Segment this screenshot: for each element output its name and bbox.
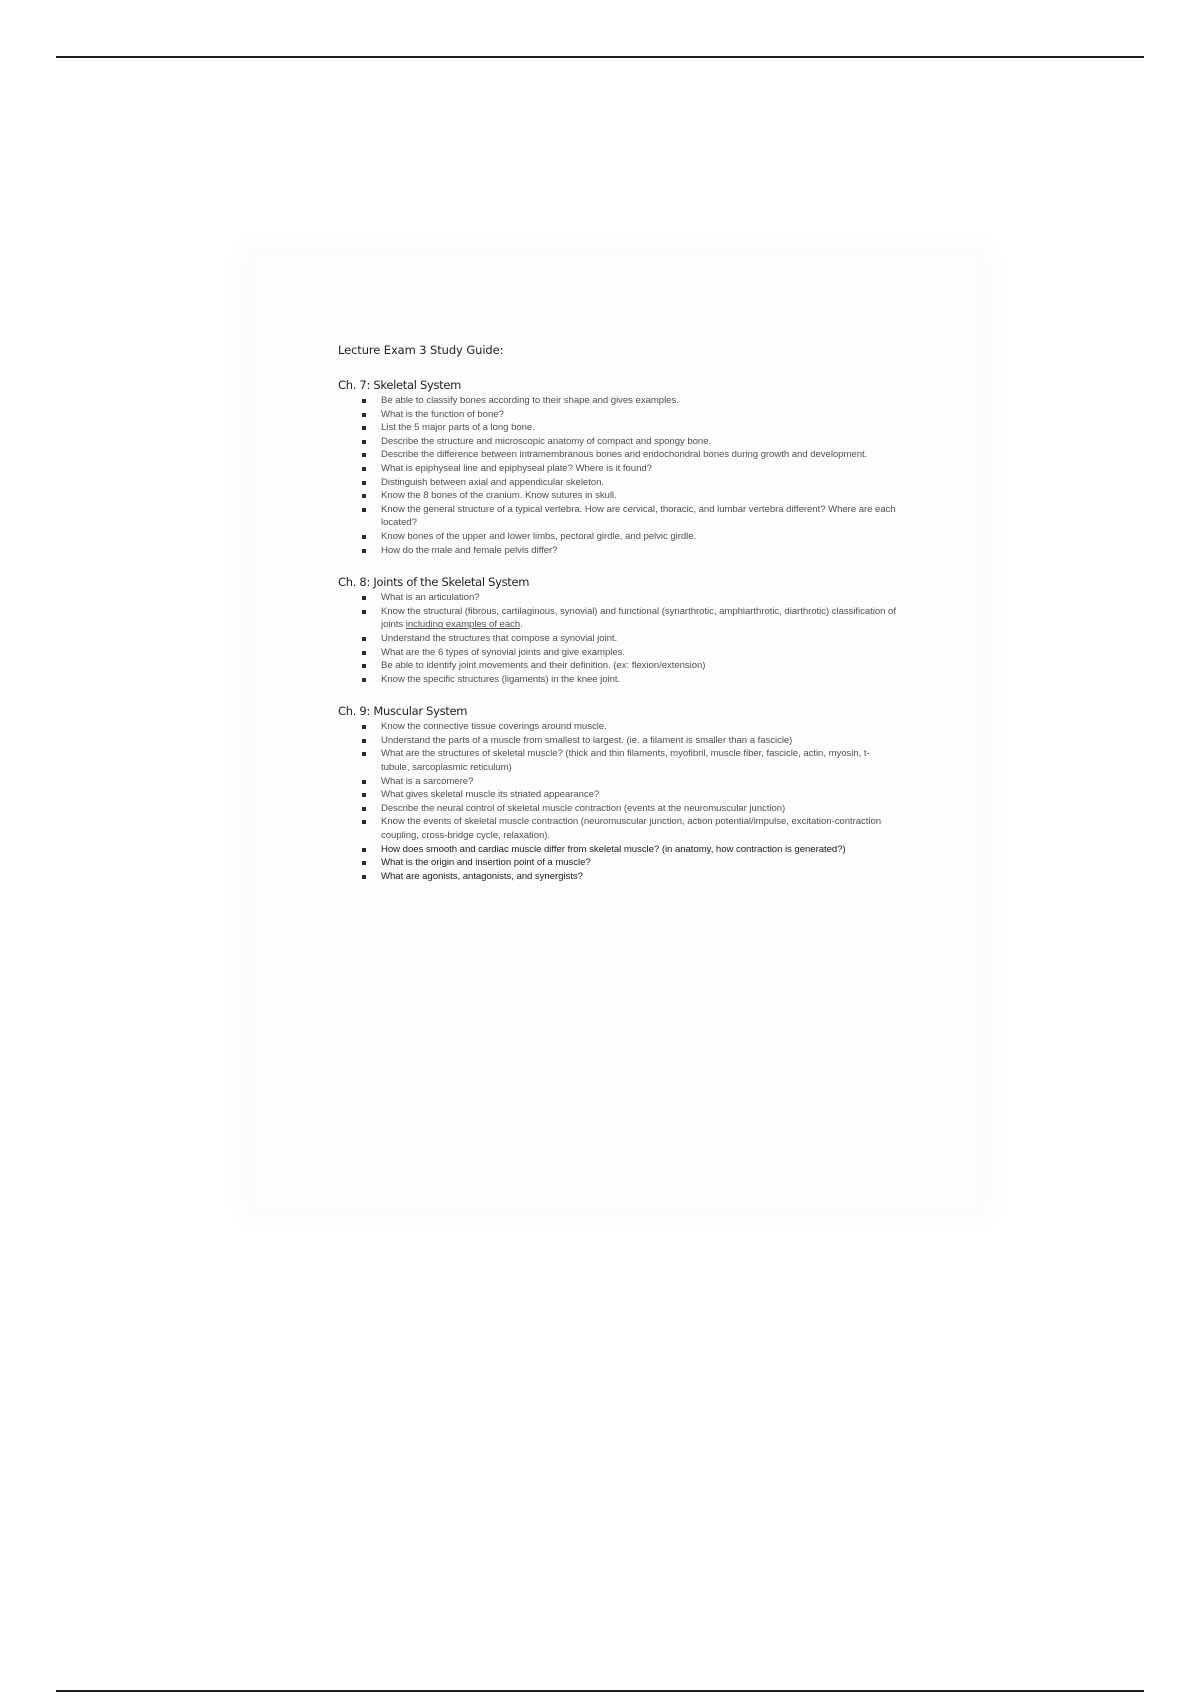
bullet-icon xyxy=(362,752,366,756)
bullet-list xyxy=(338,394,898,557)
section-heading: Ch. 8: Joints of the Skeletal System xyxy=(338,575,530,590)
list-item: Know the connective tissue coverings around muscle. xyxy=(381,720,898,734)
list-item: What are the structures of skeletal muscle? (thick and thin filaments, myofibril, muscle fiber, fascicle, actin, myosin, t-tubule, sarcoplasmic reticulum) xyxy=(381,747,898,774)
section-skeletal-system xyxy=(338,377,898,557)
list-item: Understand the parts of a muscle from smallest to largest. (ie. a filament is smaller than a fascicle) xyxy=(381,734,898,748)
list-item: How do the male and female pelvis differ? xyxy=(381,544,898,558)
list-item: Know the events of skeletal muscle contraction (neuromuscular junction, action potential/impulse, excitation-contraction coupling, cross-bridge cycle, relaxation). xyxy=(381,815,898,842)
list-item: Be able to identify joint movements and their definition. (ex: flexion/extension) xyxy=(381,659,898,673)
bullet-icon xyxy=(362,440,366,444)
list-item: Know bones of the upper and lower limbs, pectoral girdle, and pelvic girdle. xyxy=(381,530,898,544)
list-item: What is an articulation? xyxy=(381,591,898,605)
top-rule xyxy=(56,56,1144,58)
bullet-icon xyxy=(362,453,366,457)
underlined-text: including examples of each xyxy=(405,619,521,631)
bullet-icon xyxy=(362,637,366,641)
document-title: Lecture Exam 3 Study Guide: xyxy=(338,343,504,357)
bullet-icon xyxy=(362,651,366,655)
bullet-icon xyxy=(362,535,366,539)
bullet-icon xyxy=(362,793,366,797)
bullet-icon xyxy=(362,820,366,824)
bullet-icon xyxy=(362,481,366,485)
list-item: Describe the structure and microscopic anatomy of compact and spongy bone. xyxy=(381,435,898,449)
bullet-list xyxy=(338,591,898,686)
list-item: What is a sarcomere? xyxy=(381,775,898,789)
bullet-icon xyxy=(362,780,366,784)
list-item: What gives skeletal muscle its striated appearance? xyxy=(381,788,898,802)
bullet-icon xyxy=(362,875,366,879)
list-item: Describe the neural control of skeletal muscle contraction (events at the neuromuscular junction) xyxy=(381,802,898,816)
list-item: What are agonists, antagonists, and synergists? xyxy=(381,870,898,884)
list-item: Understand the structures that compose a synovial joint. xyxy=(381,632,898,646)
list-item: What is the origin and insertion point of a muscle? xyxy=(381,856,898,870)
list-item: Distinguish between axial and appendicular skeleton. xyxy=(381,476,898,490)
section-heading: Ch. 9: Muscular System xyxy=(338,704,468,719)
list-item: What is epiphyseal line and epiphyseal plate? Where is it found? xyxy=(381,462,898,476)
bullet-icon xyxy=(362,861,366,865)
list-item: Be able to classify bones according to their shape and gives examples. xyxy=(381,394,898,408)
bullet-list xyxy=(338,720,898,883)
bullet-icon xyxy=(362,848,366,852)
bullet-icon xyxy=(362,664,366,668)
list-item: What is the function of bone? xyxy=(381,408,898,422)
list-item: Know the 8 bones of the cranium. Know sutures in skull. xyxy=(381,489,898,503)
section-joints xyxy=(338,574,898,686)
section-heading: Ch. 7: Skeletal System xyxy=(338,378,462,392)
bottom-rule xyxy=(56,1690,1144,1692)
list-item: Know the specific structures (ligaments) in the knee joint. xyxy=(381,673,898,687)
list-item: Describe the difference between intramembranous bones and endochondral bones during growth and development. xyxy=(381,448,898,462)
bullet-icon xyxy=(362,610,366,614)
bullet-icon xyxy=(362,549,366,553)
study-guide xyxy=(338,342,898,900)
bullet-icon xyxy=(362,426,366,430)
section-muscular-system xyxy=(338,703,898,883)
bullet-icon xyxy=(362,678,366,682)
bullet-icon xyxy=(362,467,366,471)
bullet-icon xyxy=(362,807,366,811)
bullet-icon xyxy=(362,725,366,729)
bullet-icon xyxy=(362,739,366,743)
bullet-icon xyxy=(362,399,366,403)
list-item: Know the general structure of a typical vertebra. How are cervical, thoracic, and lumbar vertebra different? Where are each located? xyxy=(381,503,898,530)
bullet-icon xyxy=(362,494,366,498)
bullet-icon xyxy=(362,413,366,417)
bullet-icon xyxy=(362,596,366,600)
list-item: Know the structural (fibrous, cartilaginous, synovial) and functional (synarthrotic, amphiarthrotic, diarthrotic) classification of joints including examples of each. xyxy=(381,605,898,632)
list-item: What are the 6 types of synovial joints and give examples. xyxy=(381,646,898,660)
bullet-icon xyxy=(362,508,366,512)
list-item: How does smooth and cardiac muscle differ from skeletal muscle? (in anatomy, how contraction is generated?) xyxy=(381,843,898,857)
list-item: List the 5 major parts of a long bone. xyxy=(381,421,898,435)
